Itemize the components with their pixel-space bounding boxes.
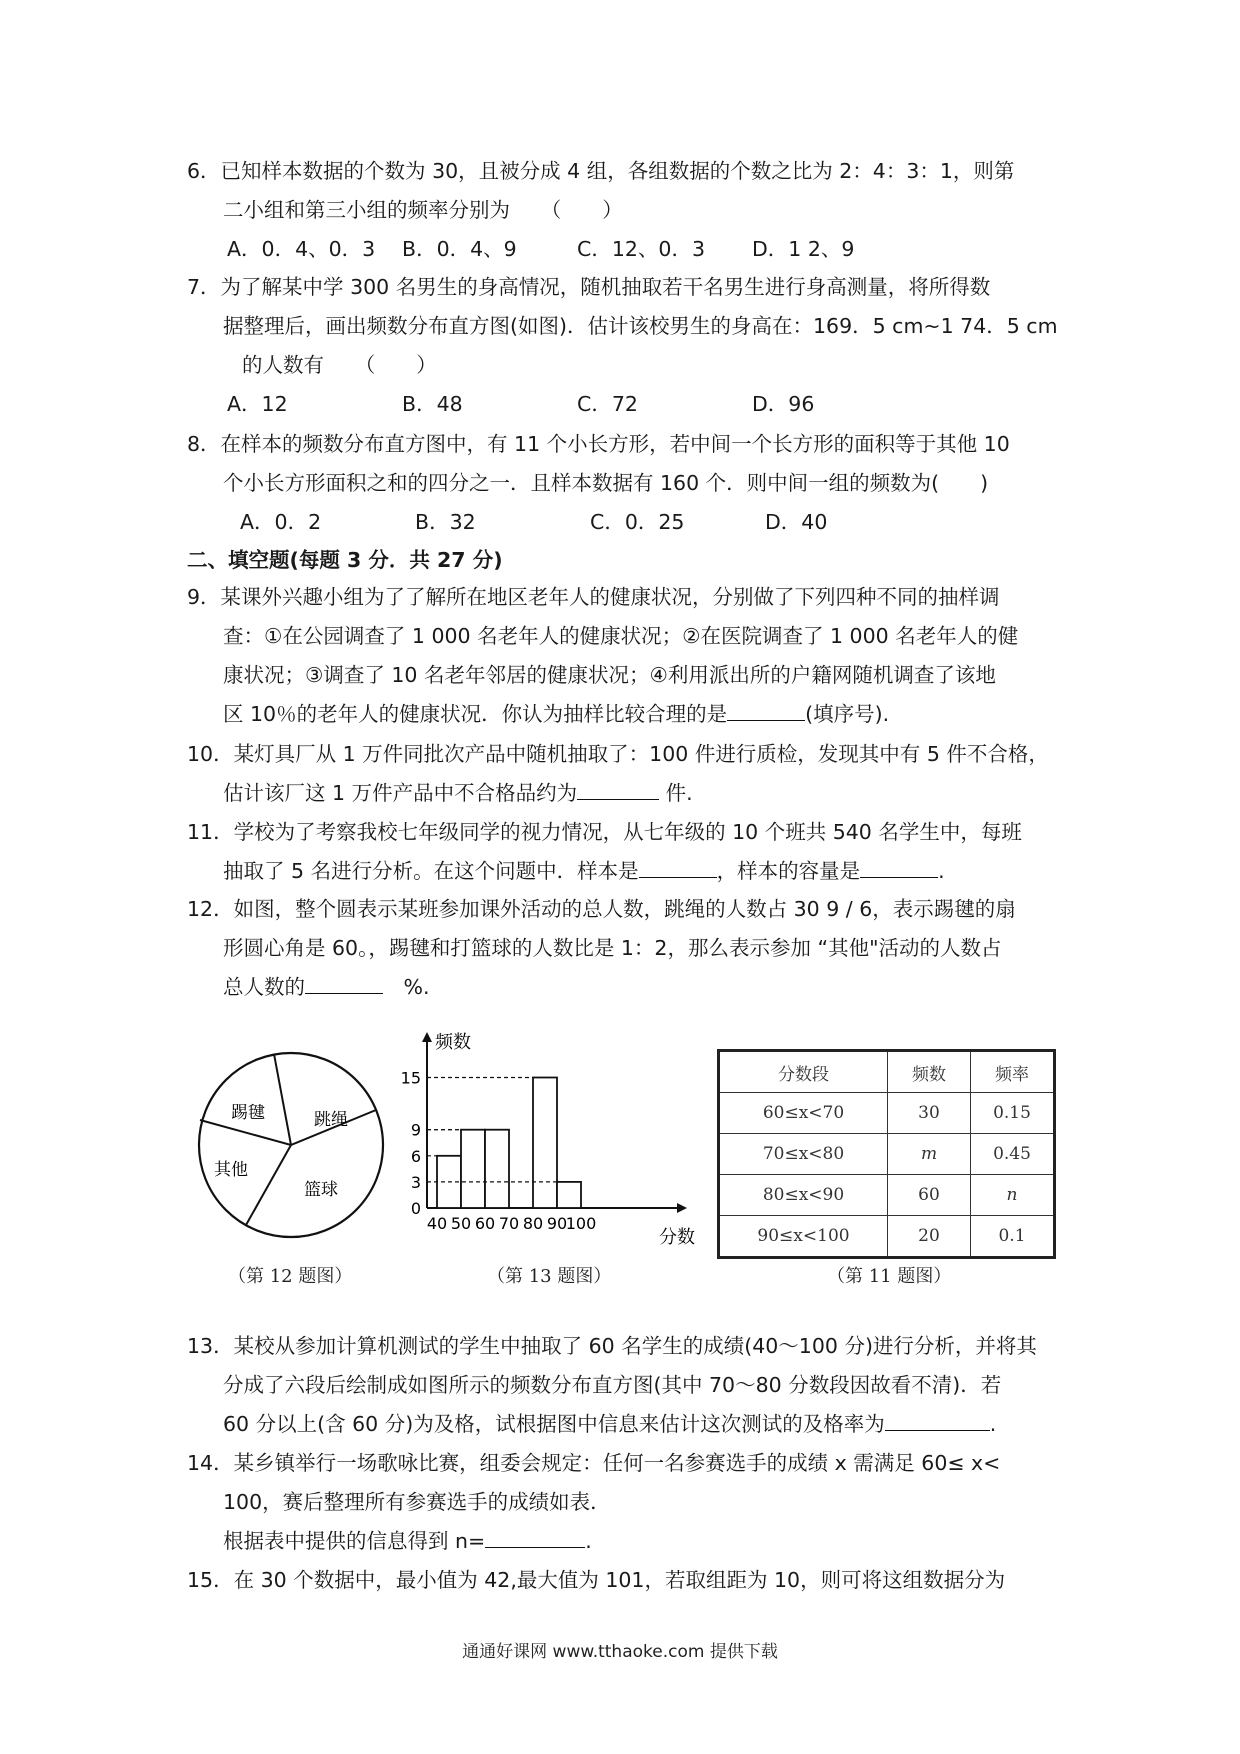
option-b: B．32 (415, 510, 476, 534)
table-header-row (719, 1051, 1055, 1093)
pie-chart (196, 1050, 396, 1250)
question-text: . (938, 859, 945, 883)
pie-divider (274, 1054, 291, 1145)
table-cell: 60≤x<70 (719, 1093, 888, 1134)
answer-blank[interactable] (485, 1527, 585, 1548)
pie-label-qita: 其他 (214, 1160, 248, 1180)
pie-label-tiaosheng: 跳绳 (314, 1110, 348, 1130)
question-text: 某乡镇举行一场歌咏比赛，组委会规定：任何一名参赛选手的成绩 x 需满足 60≤ x< (233, 1451, 1001, 1475)
table-cell: 30 (888, 1093, 971, 1134)
question-15 (187, 1561, 1067, 1600)
frequency-table (717, 1049, 1056, 1259)
question-number: 7． (187, 275, 221, 299)
answer-blank[interactable] (305, 973, 383, 994)
table-header: 频数 (888, 1051, 971, 1093)
x-axis-arrow (677, 1203, 687, 1213)
question-text: 康状况；③调查了 10 名老年邻居的健康状况；④利用派出所的户籍网随机调查了该地 (223, 663, 996, 687)
question-text: ，样本的容量是 (716, 859, 861, 883)
table-cell: 20 (888, 1216, 971, 1258)
question-13 (187, 1327, 1067, 1444)
table-row (719, 1093, 1055, 1134)
y-axis-arrow (422, 1032, 432, 1042)
page-footer: 通通好课网 www.tthaoke.com 提供下载 (462, 1642, 778, 1662)
y-tick-label: 0 (410, 1199, 421, 1218)
pie-divider (246, 1145, 291, 1225)
table-cell: 0.45 (971, 1134, 1055, 1175)
question-11 (187, 813, 1067, 891)
histogram-bar (485, 1130, 509, 1208)
pie-label-jianzi: 踢毽 (231, 1103, 265, 1123)
y-tick-label: 3 (410, 1172, 421, 1192)
table-row (719, 1175, 1055, 1216)
question-7 (187, 268, 1067, 424)
table-cell: m (888, 1134, 971, 1175)
table-row (719, 1134, 1055, 1175)
question-text: 分成了六段后绘制成如图所示的频数分布直方图(其中 70～80 分数段因故看不清)．若 (223, 1373, 1002, 1397)
table-cell: 90≤x<100 (719, 1216, 888, 1258)
table-cell: 0.1 (971, 1216, 1055, 1258)
question-text: 某校从参加计算机测试的学生中抽取了 60 名学生的成绩(40～100 分)进行分析，并将其 (233, 1334, 1037, 1358)
x-tick-label: 100 (565, 1214, 597, 1233)
x-tick-label: 50 (450, 1214, 472, 1233)
question-number: 10． (187, 742, 234, 766)
option-a: A．12 (227, 392, 288, 416)
question-6 (187, 152, 1067, 269)
question-number: 8． (187, 432, 221, 456)
question-text: 二小组和第三小组的频率分别为 （ ） (223, 198, 623, 222)
answer-blank[interactable] (577, 779, 659, 800)
option-c: C．72 (577, 392, 638, 416)
question-12 (187, 890, 1067, 1007)
histogram-bar (557, 1182, 581, 1208)
question-14 (187, 1444, 1067, 1561)
question-text: 区 10％的老年人的健康状况．你认为抽样比较合理的是 (223, 702, 728, 726)
y-tick-label: 15 (400, 1068, 421, 1088)
question-text: 据整理后，画出频数分布直方图(如图)．估计该校男生的身高在：169．5 cm~1 74．5 cm (223, 314, 1058, 338)
answer-blank[interactable] (860, 857, 938, 878)
table-cell: n (971, 1175, 1055, 1216)
question-text: 查：①在公园调查了 1 000 名老年人的健康状况；②在医院调查了 1 000 名老年人的健 (223, 624, 1019, 648)
option-d: D．40 (765, 510, 828, 534)
question-text: . (989, 1412, 997, 1436)
question-text: %. (383, 975, 430, 999)
x-tick-label: 90 (546, 1214, 568, 1233)
question-10 (187, 735, 1067, 813)
y-tick-label: 6 (410, 1146, 421, 1166)
answer-blank[interactable] (885, 1410, 990, 1431)
option-d: D．1 2、9 (752, 237, 855, 261)
question-text: 某灯具厂从 1 万件同批次产品中随机抽取了：100 件进行质检，发现其中有 5 件不合格， (233, 742, 1049, 766)
question-text: 学校为了考察我校七年级同学的视力情况，从七年级的 10 个班共 540 名学生中，每班 (233, 820, 1022, 844)
question-text: 在样本的频数分布直方图中，有 11 个小长方形，若中间一个长方形的面积等于其他 10 (220, 432, 1010, 456)
question-text: 估计该厂这 1 万件产品中不合格品约为 (223, 781, 578, 805)
y-tick-label: 9 (410, 1120, 421, 1140)
question-text: 的人数有 （ ） (242, 353, 437, 377)
histogram-chart (400, 1030, 695, 1250)
answer-blank[interactable] (639, 857, 717, 878)
option-d: D．96 (752, 392, 815, 416)
table-cell: 0.15 (971, 1093, 1055, 1134)
options (187, 230, 1067, 269)
option-a: A．0．4、0．3 (227, 237, 376, 261)
table-header: 频率 (971, 1051, 1055, 1093)
table-cell: 80≤x<90 (719, 1175, 888, 1216)
options (187, 385, 1067, 424)
question-number: 6． (187, 159, 221, 183)
question-9 (187, 578, 1067, 734)
options (187, 503, 1067, 542)
table-row (719, 1216, 1055, 1258)
pie-label-lanqiu: 篮球 (304, 1180, 338, 1200)
question-text: (填序号). (805, 702, 890, 726)
question-text: . (585, 1529, 592, 1553)
x-axis-label: 分数 (659, 1227, 695, 1248)
question-number: 13． (187, 1334, 234, 1358)
option-c: C．12、0．3 (577, 237, 705, 261)
question-number: 11． (187, 820, 234, 844)
option-c: C．0．25 (590, 510, 685, 534)
histogram-bar (533, 1078, 557, 1209)
histogram-bar (461, 1130, 485, 1208)
question-text: 已知样本数据的个数为 30，且被分成 4 组，各组数据的个数之比为 2：4：3：1，则第 (220, 159, 1015, 183)
x-tick-label: 40 (426, 1214, 448, 1233)
histogram-bars (427, 1078, 581, 1209)
figure-caption: （第 12 题图） (228, 1266, 353, 1287)
question-number: 14． (187, 1451, 234, 1475)
x-tick-label: 60 (474, 1214, 496, 1233)
question-text: 总人数的 (223, 975, 305, 999)
question-text: 抽取了 5 名进行分析。在这个问题中．样本是 (223, 859, 639, 883)
question-text: 在 30 个数据中，最小值为 42,最大值为 101，若取组距为 10，则可将这组数据分为 (233, 1568, 1006, 1592)
option-a: A．0．2 (240, 510, 322, 534)
section-heading: 二、填空题(每题 3 分．共 27 分) (187, 548, 503, 572)
option-b: B．0．4、9 (402, 237, 517, 261)
table-header: 分数段 (719, 1051, 888, 1093)
question-text: 某课外兴趣小组为了了解所在地区老年人的健康状况，分别做了下列四种不同的抽样调 (220, 585, 1000, 609)
question-number: 12． (187, 897, 234, 921)
x-tick-label: 80 (522, 1214, 544, 1233)
question-text: 根据表中提供的信息得到 n= (223, 1529, 486, 1553)
question-8 (187, 425, 1067, 542)
x-tick-label: 70 (498, 1214, 520, 1233)
figure-caption: （第 13 题图） (487, 1266, 612, 1287)
question-text: 个小长方形面积之和的四分之一．且样本数据有 160 个．则中间一组的频数为( ) (223, 471, 989, 495)
question-text: 形圆心角是 60。，踢毽和打篮球的人数比是 1：2，那么表示参加 “其他"活动的人数占 (223, 936, 1002, 960)
question-text: 60 分以上(含 60 分)为及格，试根据图中信息来估计这次测试的及格率为 (223, 1412, 885, 1436)
table-cell: 60 (888, 1175, 971, 1216)
table-cell: 70≤x<80 (719, 1134, 888, 1175)
question-text: 如图，整个圆表示某班参加课外活动的总人数，跳绳的人数占 30 9 / 6，表示踢毽的扇 (233, 897, 1016, 921)
answer-blank[interactable] (727, 700, 805, 721)
question-number: 9． (187, 585, 221, 609)
option-b: B．48 (402, 392, 463, 416)
y-axis-label: 频数 (435, 1032, 471, 1053)
figure-caption: （第 11 题图） (827, 1266, 952, 1287)
question-number: 15． (187, 1568, 234, 1592)
question-text: 为了解某中学 300 名男生的身高情况，随机抽取若干名男生进行身高测量，将所得数 (220, 275, 991, 299)
pie-divider (200, 1120, 291, 1145)
question-text: 件. (659, 781, 693, 805)
question-text: 100，赛后整理所有参赛选手的成绩如表． (223, 1490, 611, 1514)
